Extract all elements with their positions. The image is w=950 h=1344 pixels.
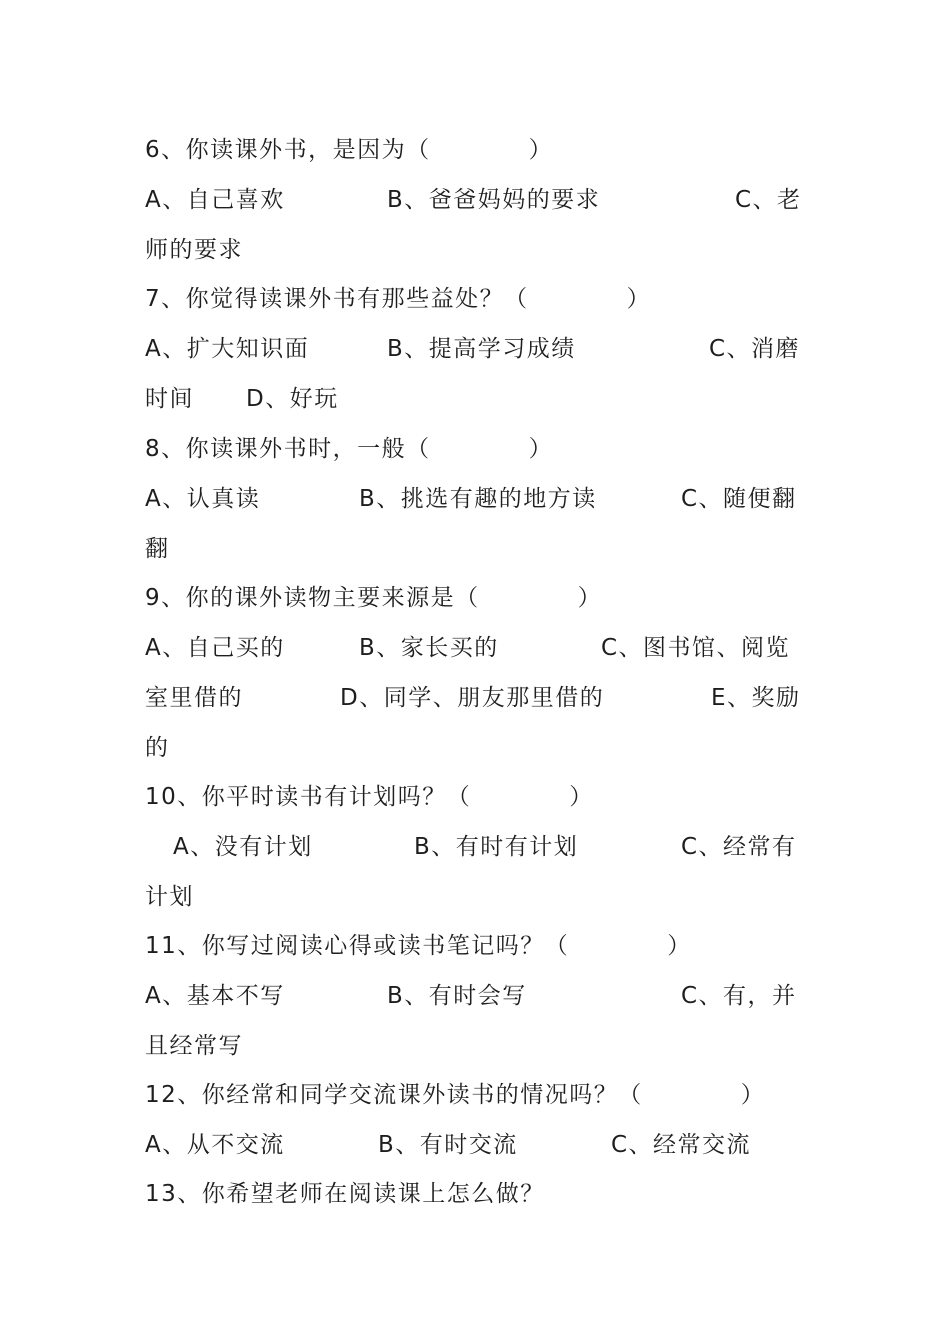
question-10-text: 10、你平时读书有计划吗？（ ）: [145, 784, 594, 810]
option-c-continued: 时间: [145, 386, 194, 412]
option-b: B、爸爸妈妈的要求: [387, 187, 601, 213]
option-c-continued: 翻: [145, 536, 170, 562]
option-a: A、认真读: [145, 486, 261, 512]
option-b: B、有时交流: [378, 1132, 518, 1158]
question-11-options: [145, 979, 810, 1013]
option-a: A、从不交流: [145, 1132, 285, 1158]
option-b: B、提高学习成绩: [387, 336, 576, 362]
question-10: [145, 780, 810, 814]
option-b: B、有时有计划: [414, 834, 579, 860]
question-11-continuation: [145, 1029, 810, 1063]
question-7-continuation: [145, 382, 810, 416]
option-b: B、有时会写: [387, 983, 527, 1009]
option-a: A、扩大知识面: [145, 336, 310, 362]
option-c: C、经常交流: [611, 1132, 752, 1158]
option-d: D、好玩: [246, 386, 339, 412]
option-d: D、同学、朋友那里借的: [340, 685, 605, 711]
question-13-text: 13、你希望老师在阅读课上怎么做？: [145, 1181, 545, 1207]
question-11-text: 11、你写过阅读心得或读书笔记吗？（ ）: [145, 933, 692, 959]
option-a: A、基本不写: [145, 983, 285, 1009]
question-10-continuation: [145, 880, 810, 914]
option-c-continued: 室里借的: [145, 685, 243, 711]
question-10-options: [145, 830, 810, 864]
question-8-text: 8、你读课外书时，一般（ ）: [145, 436, 554, 462]
option-c: C、图书馆、阅览: [601, 635, 791, 661]
question-7-options: [145, 332, 810, 366]
option-b: B、挑选有趣的地方读: [359, 486, 597, 512]
question-12-options: [145, 1128, 810, 1162]
question-9: [145, 581, 810, 615]
question-8-continuation: [145, 532, 810, 566]
option-b: B、家长买的: [359, 635, 499, 661]
option-c: C、老: [735, 187, 802, 213]
option-e-continued: 的: [145, 735, 170, 761]
question-6-continuation: [145, 233, 810, 267]
question-13: [145, 1177, 810, 1211]
question-8: [145, 432, 810, 466]
option-a: A、自己喜欢: [145, 187, 285, 213]
question-12-text: 12、你经常和同学交流课外读书的情况吗？（ ）: [145, 1082, 766, 1108]
option-e: E、奖励: [711, 685, 801, 711]
question-6-options: [145, 183, 810, 217]
option-c: C、有，并: [681, 983, 797, 1009]
question-7-text: 7、你觉得读课外书有那些益处？（ ）: [145, 286, 652, 312]
option-c-continued: 师的要求: [145, 237, 243, 263]
option-a: A、没有计划: [173, 834, 313, 860]
question-11: [145, 929, 810, 963]
question-9-continuation: [145, 731, 810, 765]
option-a: A、自己买的: [145, 635, 285, 661]
question-7: [145, 282, 810, 316]
question-12: [145, 1078, 810, 1112]
option-c-continued: 且经常写: [145, 1033, 243, 1059]
question-9-options: [145, 631, 810, 665]
option-c: C、消磨: [709, 336, 801, 362]
option-c-continued: 计划: [145, 884, 194, 910]
option-c: C、随便翻: [681, 486, 797, 512]
question-6-text: 6、你读课外书，是因为（ ）: [145, 137, 554, 163]
question-8-options: [145, 482, 810, 516]
question-9-options-line2: [145, 681, 810, 715]
option-c: C、经常有: [681, 834, 797, 860]
question-9-text: 9、你的课外读物主要来源是（ ）: [145, 585, 603, 611]
question-6: [145, 133, 810, 167]
